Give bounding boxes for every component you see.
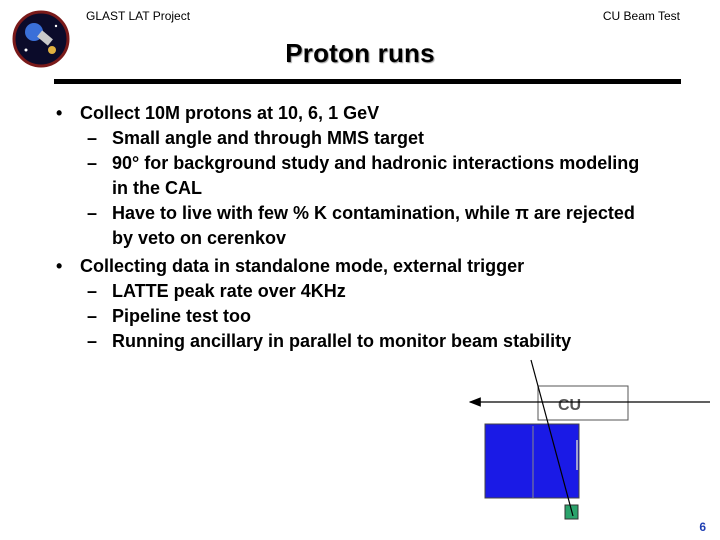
bullet-text: Collecting data in standalone mode, external trigger — [80, 256, 525, 276]
header-test-name: CU Beam Test — [602, 9, 680, 23]
sub-bullet-text: 90° for background study and hadronic interactions modeling in the CAL — [112, 153, 640, 198]
dash-icon: – — [87, 281, 98, 301]
sub-bullet-text: Have to live with few % K contamination, while π are rejected by veto on cerenkov — [112, 203, 635, 248]
sub-bullet-text: Small angle and through MMS target — [112, 128, 425, 148]
sub-bullet-text: LATTE peak rate over 4KHz — [112, 281, 346, 301]
bullet-dot-icon: • — [56, 256, 63, 276]
dash-icon: – — [87, 153, 98, 173]
sub-bullet-text: Running ancillary in parallel to monitor beam stability — [112, 331, 572, 351]
dash-icon: – — [87, 128, 98, 148]
cu-box — [538, 386, 628, 420]
slide-title: Proton runs — [285, 38, 435, 68]
dash-icon: – — [87, 331, 98, 351]
cu-label: CU — [558, 397, 582, 414]
bullet-text: Collect 10M protons at 10, 6, 1 GeV — [80, 103, 380, 123]
header-project: GLAST LAT Project — [86, 9, 191, 23]
sub-bullet-text: Pipeline test too — [112, 306, 252, 326]
dash-icon: – — [87, 306, 98, 326]
page-number: 6 — [699, 520, 706, 534]
dash-icon: – — [87, 203, 98, 223]
bullet-dot-icon: • — [56, 103, 63, 123]
